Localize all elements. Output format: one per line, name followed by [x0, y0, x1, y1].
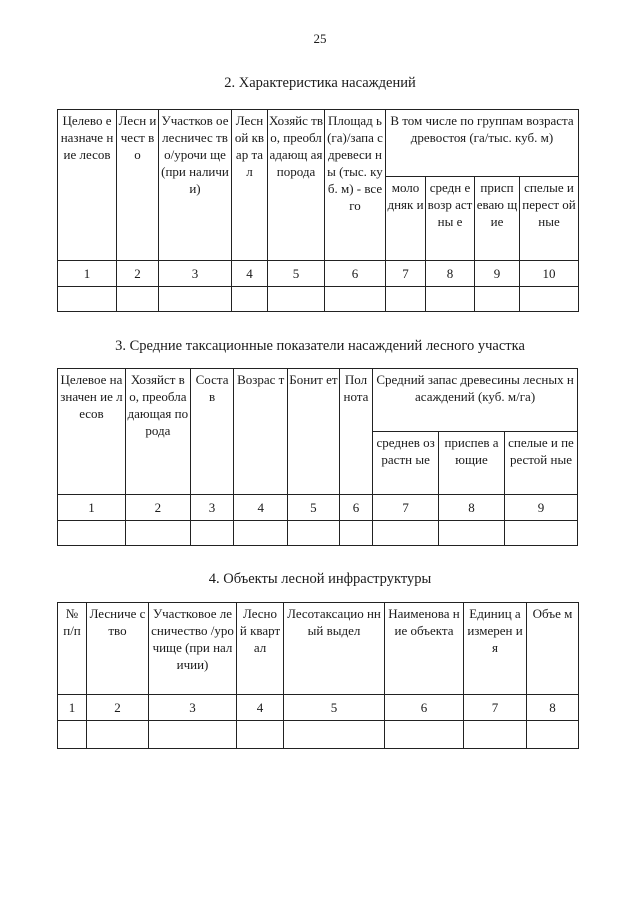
empty-cell[interactable]: [288, 521, 340, 546]
column-number: 5: [284, 695, 385, 721]
column-number: 3: [159, 261, 232, 287]
empty-data-row: [58, 521, 578, 546]
column-number: 8: [527, 695, 579, 721]
empty-cell[interactable]: [325, 287, 386, 312]
empty-cell[interactable]: [504, 521, 577, 546]
header-cell: Лесно й кварт ал: [237, 603, 284, 695]
column-number: 7: [464, 695, 527, 721]
column-number: 2: [125, 495, 190, 521]
average-taxation-table: [57, 368, 578, 546]
empty-cell[interactable]: [58, 521, 126, 546]
header-cell: Пол нота: [339, 369, 372, 495]
empty-cell[interactable]: [237, 721, 284, 749]
empty-cell[interactable]: [426, 287, 475, 312]
header-cell: Лесниче ство: [87, 603, 149, 695]
empty-cell[interactable]: [373, 521, 439, 546]
column-number: 6: [325, 261, 386, 287]
column-number: 1: [58, 261, 117, 287]
empty-cell[interactable]: [234, 521, 288, 546]
column-number: 7: [386, 261, 426, 287]
header-cell: Объе м: [527, 603, 579, 695]
empty-cell[interactable]: [386, 287, 426, 312]
column-number: 2: [87, 695, 149, 721]
header-cell: № п/п: [58, 603, 87, 695]
header-cell: Лесн ичест во: [117, 110, 159, 261]
empty-cell[interactable]: [232, 287, 268, 312]
header-cell: Лесн ой квар тал: [232, 110, 268, 261]
empty-cell[interactable]: [58, 721, 87, 749]
section-4-title: 4. Объекты лесной инфраструктуры: [208, 571, 432, 587]
header-cell: Бонит ет: [288, 369, 340, 495]
empty-data-row: [58, 287, 579, 312]
column-number: 3: [149, 695, 237, 721]
column-number: 1: [58, 695, 87, 721]
header-cell: Соста в: [190, 369, 234, 495]
header-cell: Единиц а измерен ия: [464, 603, 527, 695]
header-cell: Лесотаксацио нный выдел: [284, 603, 385, 695]
sub-header-cell: приспев ающие: [439, 432, 505, 495]
column-number: 5: [288, 495, 340, 521]
sub-header-cell: спелые и перест ойные: [520, 177, 579, 261]
empty-cell[interactable]: [87, 721, 149, 749]
empty-cell[interactable]: [475, 287, 520, 312]
header-cell: Площад ь (га)/запа с древеси ны (тыс. куб. м) - всего: [325, 110, 386, 261]
page-number: 25: [313, 31, 327, 46]
column-number: 6: [339, 495, 372, 521]
column-number: 9: [504, 495, 577, 521]
group-header-cell: Средний запас древесины лесных насаждений (куб. м/га): [373, 369, 578, 432]
column-number: 3: [190, 495, 234, 521]
column-number: 6: [385, 695, 464, 721]
empty-cell[interactable]: [58, 287, 117, 312]
empty-cell[interactable]: [439, 521, 505, 546]
sub-header-cell: спелые и перестой ные: [504, 432, 577, 495]
header-cell: Возрас т: [234, 369, 288, 495]
empty-cell[interactable]: [149, 721, 237, 749]
header-cell: Наименова ние объекта: [385, 603, 464, 695]
column-number: 4: [234, 495, 288, 521]
empty-cell[interactable]: [159, 287, 232, 312]
empty-cell[interactable]: [284, 721, 385, 749]
column-number: 8: [426, 261, 475, 287]
column-number: 4: [237, 695, 284, 721]
empty-cell[interactable]: [385, 721, 464, 749]
column-number: 2: [117, 261, 159, 287]
forest-infrastructure-table: [57, 602, 579, 749]
empty-cell[interactable]: [527, 721, 579, 749]
header-cell: Хозяйс тво, преобл адающ ая порода: [268, 110, 325, 261]
sub-header-cell: присп еваю щие: [475, 177, 520, 261]
column-number: 10: [520, 261, 579, 287]
sub-header-cell: средн евозр астны е: [426, 177, 475, 261]
header-cell: Участковое лесничество /урочище (при наличии): [149, 603, 237, 695]
column-number: 9: [475, 261, 520, 287]
sub-header-cell: моло дняк и: [386, 177, 426, 261]
empty-data-row: [58, 721, 579, 749]
section-3-title: 3. Средние таксационные показатели насаждений лесного участка: [115, 338, 525, 354]
header-cell: Целевое назначен ие лесов: [58, 369, 126, 495]
section-2-title: 2. Характеристика насаждений: [224, 75, 416, 91]
group-header-cell: В том числе по группам возраста древостоя (га/тыс. куб. м): [386, 110, 579, 177]
empty-cell[interactable]: [268, 287, 325, 312]
column-number: 1: [58, 495, 126, 521]
column-number: 7: [373, 495, 439, 521]
header-cell: Участков ое лесничес тво/урочи ще (при наличии): [159, 110, 232, 261]
empty-cell[interactable]: [117, 287, 159, 312]
plantation-characteristics-table: [57, 109, 579, 312]
empty-cell[interactable]: [339, 521, 372, 546]
empty-cell[interactable]: [520, 287, 579, 312]
empty-cell[interactable]: [190, 521, 234, 546]
empty-cell[interactable]: [464, 721, 527, 749]
column-number: 8: [439, 495, 505, 521]
empty-cell[interactable]: [125, 521, 190, 546]
sub-header-cell: среднев озрастн ые: [373, 432, 439, 495]
header-cell: Хозяйст во, преобла дающая порода: [125, 369, 190, 495]
column-number: 4: [232, 261, 268, 287]
header-cell: Целево е назначе ние лесов: [58, 110, 117, 261]
column-number: 5: [268, 261, 325, 287]
